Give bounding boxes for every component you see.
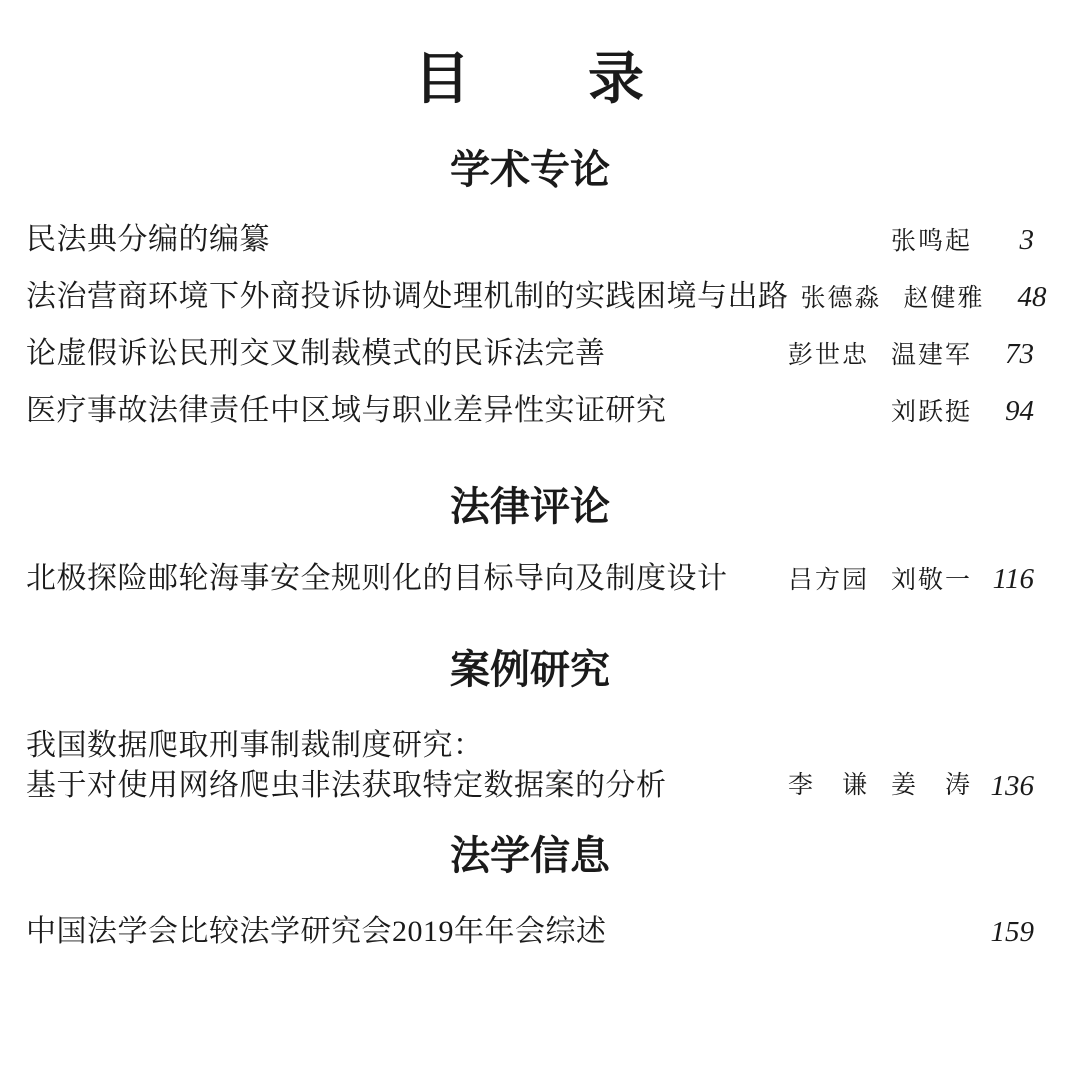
toc-entry (26, 726, 1034, 806)
entry-title: 论虚假诉讼民刑交叉制裁模式的民诉法完善 (26, 337, 606, 371)
author-name: 李 谦 (787, 772, 869, 800)
entry-title: 法治营商环境下外商投诉协调处理机制的实践困境与出路 (26, 280, 789, 314)
entry-title: 医疗事故法律责任中区域与职业差异性实证研究 (26, 394, 667, 428)
toc-entry (26, 277, 1047, 319)
entry-authors (891, 393, 972, 433)
author-name: 张德淼 (800, 285, 882, 313)
toc-entry (26, 559, 1034, 601)
page-title: 目 录 (414, 49, 646, 111)
entry-title-line: 基于对使用网络爬虫非法获取特定数据案的分析 (26, 769, 667, 803)
entry-page-number: 159 (990, 916, 1034, 949)
section-heading-academic: 学术专论 (450, 147, 610, 193)
entry-authors (788, 336, 972, 376)
entry-title (26, 726, 776, 806)
section-entries-legal-info (26, 912, 1034, 952)
author-name: 吕方园 (787, 567, 869, 595)
section-heading-legal-review: 法律评论 (450, 484, 610, 530)
entry-page-number: 3 (1019, 224, 1034, 257)
author-name: 彭世忠 (787, 342, 869, 370)
toc-entry (26, 391, 1034, 433)
entry-page-number: 116 (992, 563, 1034, 596)
entry-page-number: 73 (1005, 338, 1034, 371)
entry-title: 民法典分编的编纂 (26, 223, 270, 257)
entry-authors (891, 222, 972, 262)
toc-entry (26, 912, 1034, 952)
section-entries-academic (26, 220, 1047, 433)
entry-title: 北极探险邮轮海事安全规则化的目标导向及制度设计 (26, 562, 728, 596)
author-name: 刘敬一 (890, 567, 972, 595)
author-name: 张鸣起 (890, 228, 972, 256)
entry-title: 中国法学会比较法学研究会2019年年会综述 (26, 915, 607, 949)
entry-page-number: 48 (1017, 281, 1047, 314)
entry-title-line: 我国数据爬取刑事制裁制度研究： (26, 729, 484, 763)
section-heading-case-study: 案例研究 (450, 647, 610, 693)
entry-page-number: 94 (1005, 395, 1034, 428)
toc-entry (26, 334, 1034, 376)
author-name: 温建军 (890, 342, 972, 370)
entry-page-number: 136 (990, 770, 1034, 803)
section-entries-case-study (26, 726, 1034, 806)
section-heading-legal-info: 法学信息 (450, 833, 610, 879)
entry-authors (788, 561, 972, 601)
author-name: 姜 涛 (890, 772, 972, 800)
author-name: 刘跃挺 (890, 399, 972, 427)
author-name: 赵健雅 (903, 285, 985, 313)
entry-authors (801, 279, 985, 319)
section-entries-legal-review (26, 559, 1034, 601)
entry-authors (788, 766, 972, 806)
toc-entry (26, 220, 1034, 262)
